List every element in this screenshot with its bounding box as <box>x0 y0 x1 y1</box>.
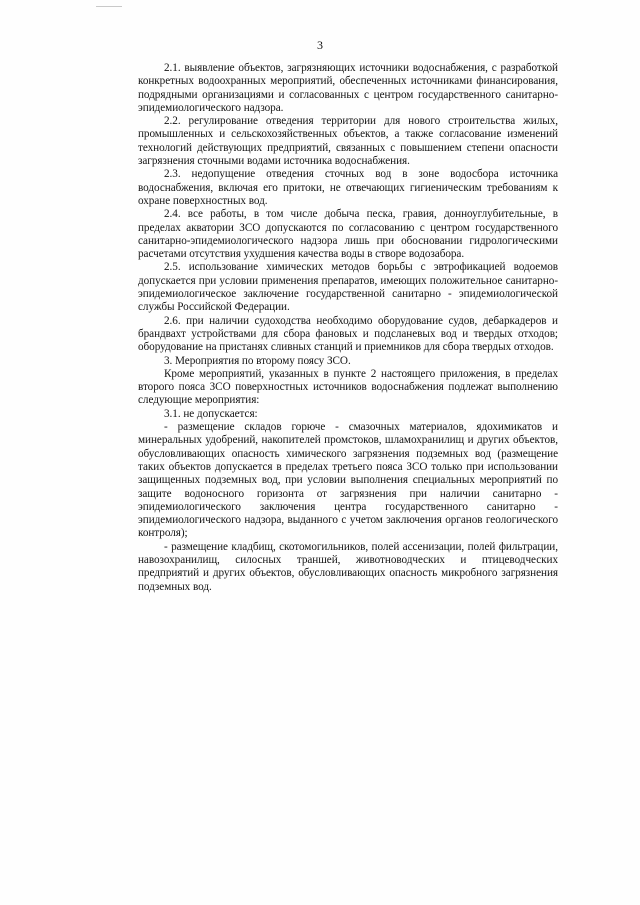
paragraph-2-6: 2.6. при наличии судоходства необходимо оборудование судов, дебаркадеров и брандвахт устройствами для сбора фановых и подсланевых вод и твердых отходов; оборудование на пристанях сливных станций и приемников для сбора твердых отходов. <box>138 314 558 354</box>
paragraph-3-1-item-1: - размещение складов горюче - смазочных материалов, ядохимикатов и минеральных удобрений, накопителей промстоков, шламохранилищ и других объектов, обусловливающих опасность химического загрязнения подземных вод (размещение таких объектов допускается в пределах третьего пояса ЗСО только при использовании защищенных подземных вод, при условии выполнения специальных мероприятий по защите водоносного горизонта от загрязнения при наличии санитарно - эпидемиологического заключения центра государственного санитарно - эпидемиологического надзора, выданного с учетом заключения органов геологического контроля); <box>138 421 558 540</box>
paragraph-3-1: 3.1. не допускается: <box>164 407 258 420</box>
document-body <box>138 62 558 594</box>
paragraph-2-4: 2.4. все работы, в том числе добыча песка, гравия, донноуглубительные, в пределах акватории ЗСО допускаются по согласованию с центром государственного санитарно-эпидемиологического надзора лишь при обосновании гидрологическими расчетами отсутствия ухудшения качества воды в створе водозабора. <box>138 208 558 261</box>
scan-edge-mark <box>96 6 122 7</box>
page-number: 3 <box>317 38 323 52</box>
paragraph-3-intro: Кроме мероприятий, указанных в пункте 2 настоящего приложения, в пределах второго пояса ЗСО поверхностных источников водоснабжения подлежат выполнению следующие мероприятия: <box>138 367 558 407</box>
section-3-heading: 3. Мероприятия по второму поясу ЗСО. <box>164 354 351 367</box>
paragraph-2-2: 2.2. регулирование отведения территории для нового строительства жилых, промышленных и сельскохозяйственных объектов, а также согласование изменений технологий действующих предприятий, связанных с повышением степени опасности загрязнения сточными водами источника водоснабжения. <box>138 115 558 168</box>
paragraph-2-1: 2.1. выявление объектов, загрязняющих источники водоснабжения, с разработкой конкретных водоохранных мероприятий, обеспеченных источниками финансирования, подрядными организациями и согласованных с центром государственного санитарно-эпидемиологического надзора. <box>138 62 558 114</box>
paragraph-2-3: 2.3. недопущение отведения сточных вод в зоне водосбора источника водоснабжения, включая его притоки, не отвечающих гигиеническим требованиям к охране поверхностных вод. <box>138 168 558 207</box>
paragraph-3-1-item-2: - размещение кладбищ, скотомогильников, полей ассенизации, полей фильтрации, навозохранилищ, силосных траншей, животноводческих и птицеводческих предприятий и других объектов, обусловливающих опасность микробного загрязнения подземных вод. <box>138 540 558 593</box>
paragraph-2-5: 2.5. использование химических методов борьбы с эвтрофикацией водоемов допускается при условии применения препаратов, имеющих положительное санитарно-эпидемиологическое заключение государственной санитарно - эпидемиологической службы Российской Федерации. <box>138 261 558 314</box>
